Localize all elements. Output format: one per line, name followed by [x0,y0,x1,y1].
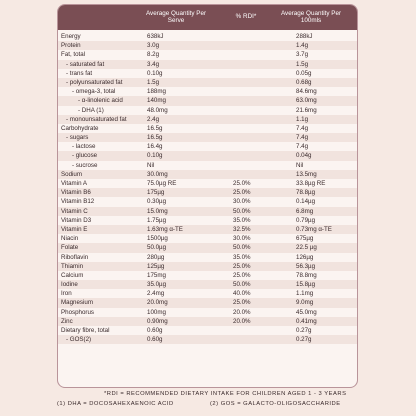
nutrient-name: - GOS(2) [66,336,92,344]
nutrient-name: - trans fat [66,69,93,77]
rdi-value: 35.0% [233,216,251,224]
per-100ml-value: 33.8µg RE [296,180,326,187]
per-serve-value: 16.4g [147,143,163,151]
rdi-value: 32.5% [233,225,251,233]
per-100ml-value: 0.79µg [296,216,316,224]
rdi-value: 35.0% [233,253,251,261]
per-serve-value: 2.4g [147,115,160,123]
per-100ml-value: 22.5 µg [296,244,317,252]
per-serve-value: 20.0mg [147,299,168,307]
per-100ml-value: 7.4g [296,143,309,151]
per-100ml-value: 0.27g [296,336,312,344]
per-100ml-value: 0.14µg [296,198,316,206]
rdi-value: 50.0% [233,281,251,289]
per-100ml-value: 0.27g [296,327,312,334]
nutrient-name: - sugars [66,134,89,142]
table-row [58,96,357,105]
per-100ml-value: 675µg [296,235,314,243]
rdi-value: 25.0% [233,189,251,197]
per-serve-value: 1.63mg α-TE [147,225,183,233]
nutrient-name: Calcium [61,271,84,279]
nutrient-name: Fat, total [61,51,86,59]
per-100ml-value: 7.4g [296,134,309,142]
header-per-serve: Average Quantity Per Serve [145,10,207,24]
table-row [58,151,357,160]
nutrition-panel [57,4,358,388]
per-serve-value: 188mg [147,88,166,96]
per-100ml-value: 3.7g [296,51,309,59]
table-row [58,188,357,197]
table-row [58,106,357,115]
per-100ml-value: 0.04g [296,152,312,160]
rdi-value: 25.0% [233,299,251,307]
table-row [58,142,357,151]
table-row [58,280,357,289]
per-serve-value: 3.0g [147,42,160,50]
table-row [58,253,357,262]
per-serve-value: 35.0µg [147,281,167,289]
per-serve-value: Nil [147,161,155,169]
per-100ml-value: 15.8µg [296,281,316,289]
per-100ml-value: 1.1mg [296,290,314,298]
per-100ml-value: 0.68g [296,78,312,86]
per-serve-value: 0.10g [147,69,163,77]
nutrient-name: Energy [61,33,81,40]
per-serve-value: 0.90mg [147,317,168,325]
per-100ml-value: 0.05g [296,69,312,77]
table-row [58,161,357,170]
table-row [58,262,357,271]
rdi-value: 25.0% [233,180,251,187]
per-serve-value: 3.4g [147,60,160,68]
per-serve-value: 16.5g [147,124,163,132]
per-100ml-value: 21.6mg [296,106,317,114]
table-row [58,243,357,252]
nutrition-rows [58,32,357,344]
nutrient-name: Vitamin B6 [61,189,91,197]
per-serve-value: 15.0mg [147,207,168,215]
gos-footnote: (2) GOS = GALACTO-OLIGOSACCHARIDE [210,401,341,407]
table-row [58,326,357,335]
per-100ml-value: 13.5mg [296,170,317,178]
per-100ml-value: 1.5g [296,60,309,68]
nutrient-name: - monounsaturated fat [66,115,127,123]
table-row [58,124,357,133]
per-100ml-value: 1.1g [296,115,309,123]
table-row [58,197,357,206]
header-per-100ml: Average Quantity Per 100mls [280,10,342,24]
dha-footnote: (1) DHA = DOCOSAHEXAENOIC ACID [57,401,174,407]
per-serve-value: 1500µg [147,235,168,243]
per-serve-value: 1.5g [147,78,160,86]
table-row [58,41,357,50]
table-row [58,216,357,225]
table-row [58,207,357,216]
per-serve-value: 100mg [147,308,166,316]
nutrient-name: Carbohydrate [61,124,99,132]
nutrient-name: Vitamin C [61,207,88,215]
rdi-value: 40.0% [233,290,251,298]
table-row [58,234,357,243]
nutrient-name: - saturated fat [66,60,105,68]
per-100ml-value: 78.8mg [296,271,317,279]
per-serve-value: 175µg [147,189,165,197]
nutrient-name: Sodium [61,170,82,178]
per-serve-value: 638kJ [147,33,164,40]
nutrient-name: Niacin [61,235,79,243]
header-rdi: % RDI* [235,13,257,20]
per-serve-value: 2.4mg [147,290,165,298]
per-serve-value: 0.30µg [147,198,167,206]
per-100ml-value: 6.8mg [296,207,314,215]
nutrient-name: Magnesium [61,299,93,307]
table-row [58,225,357,234]
per-100ml-value: 126µg [296,253,314,261]
nutrient-name: - glucose [72,152,98,160]
per-100ml-value: 9.0mg [296,299,314,307]
per-serve-value: 1.75µg [147,216,167,224]
nutrient-name: Iodine [61,281,78,289]
table-row [58,289,357,298]
nutrient-name: Dietary fibre, total [61,327,110,334]
table-row [58,87,357,96]
per-100ml-value: 45.0mg [296,308,317,316]
nutrient-name: Vitamin B12 [61,198,95,206]
table-row [58,50,357,59]
rdi-value: 30.0% [233,198,251,206]
per-100ml-value: 0.73mg α-TE [296,225,332,233]
per-serve-value: 16.5g [147,134,163,142]
table-row [58,298,357,307]
table-row [58,335,357,344]
table-row [58,78,357,87]
per-100ml-value: 84.6mg [296,88,317,96]
per-100ml-value: 78.8µg [296,189,316,197]
per-serve-value: 0.60g [147,336,163,344]
per-serve-value: 30.0mg [147,170,168,178]
per-serve-value: 0.60g [147,327,163,334]
per-serve-value: 75.0µg RE [147,180,177,187]
table-row [58,115,357,124]
per-100ml-value: 288kJ [296,33,313,40]
per-serve-value: 50.0µg [147,244,167,252]
per-serve-value: 125µg [147,262,165,270]
nutrient-name: Vitamin D3 [61,216,92,224]
nutrient-name: Protein [61,42,81,50]
nutrient-name: - omega-3, total [72,88,116,96]
rdi-value: 20.0% [233,317,251,325]
nutrient-name: Iron [61,290,72,298]
rdi-value: 25.0% [233,271,251,279]
rdi-value: 50.0% [233,244,251,252]
nutrient-name: Vitamin A [61,180,88,187]
per-100ml-value: 0.41mg [296,317,317,325]
per-serve-value: 0.10g [147,152,163,160]
nutrient-name: - lactose [72,143,96,151]
nutrient-name: - DHA (1) [78,106,104,114]
per-serve-value: 140mg [147,97,166,105]
rdi-footnote: *RDI = RECOMMENDED DIETARY INTAKE FOR CHILDREN AGED 1 - 3 YEARS [104,391,347,397]
table-row [58,170,357,179]
nutrient-name: Folate [61,244,79,252]
per-serve-value: 8.2g [147,51,160,59]
table-row [58,271,357,280]
nutrient-name: - polyunsaturated fat [66,78,123,86]
per-100ml-value: 1.4g [296,42,309,50]
rdi-value: 20.0% [233,308,251,316]
per-100ml-value: Nil [296,161,304,169]
per-serve-value: 175mg [147,271,166,279]
per-serve-value: 48.0mg [147,106,168,114]
rdi-value: 30.0% [233,235,251,243]
table-row [58,133,357,142]
nutrient-name: - α-linolenic acid [78,97,123,105]
per-serve-value: 280µg [147,253,165,261]
nutrient-name: Riboflavin [61,253,89,261]
per-100ml-value: 7.4g [296,124,309,132]
nutrient-name: Thiamin [61,262,84,270]
rdi-value: 25.0% [233,262,251,270]
table-row [58,179,357,188]
table-row [58,32,357,41]
table-header [58,5,357,30]
per-100ml-value: 63.0mg [296,97,317,105]
table-row [58,317,357,326]
nutrient-name: Phosphorus [61,308,95,316]
table-row [58,69,357,78]
nutrient-name: - sucrose [72,161,98,169]
table-row [58,308,357,317]
nutrient-name: Vitamin E [61,225,88,233]
per-100ml-value: 56.3µg [296,262,316,270]
rdi-value: 50.0% [233,207,251,215]
nutrient-name: Zinc [61,317,73,325]
table-row [58,60,357,69]
